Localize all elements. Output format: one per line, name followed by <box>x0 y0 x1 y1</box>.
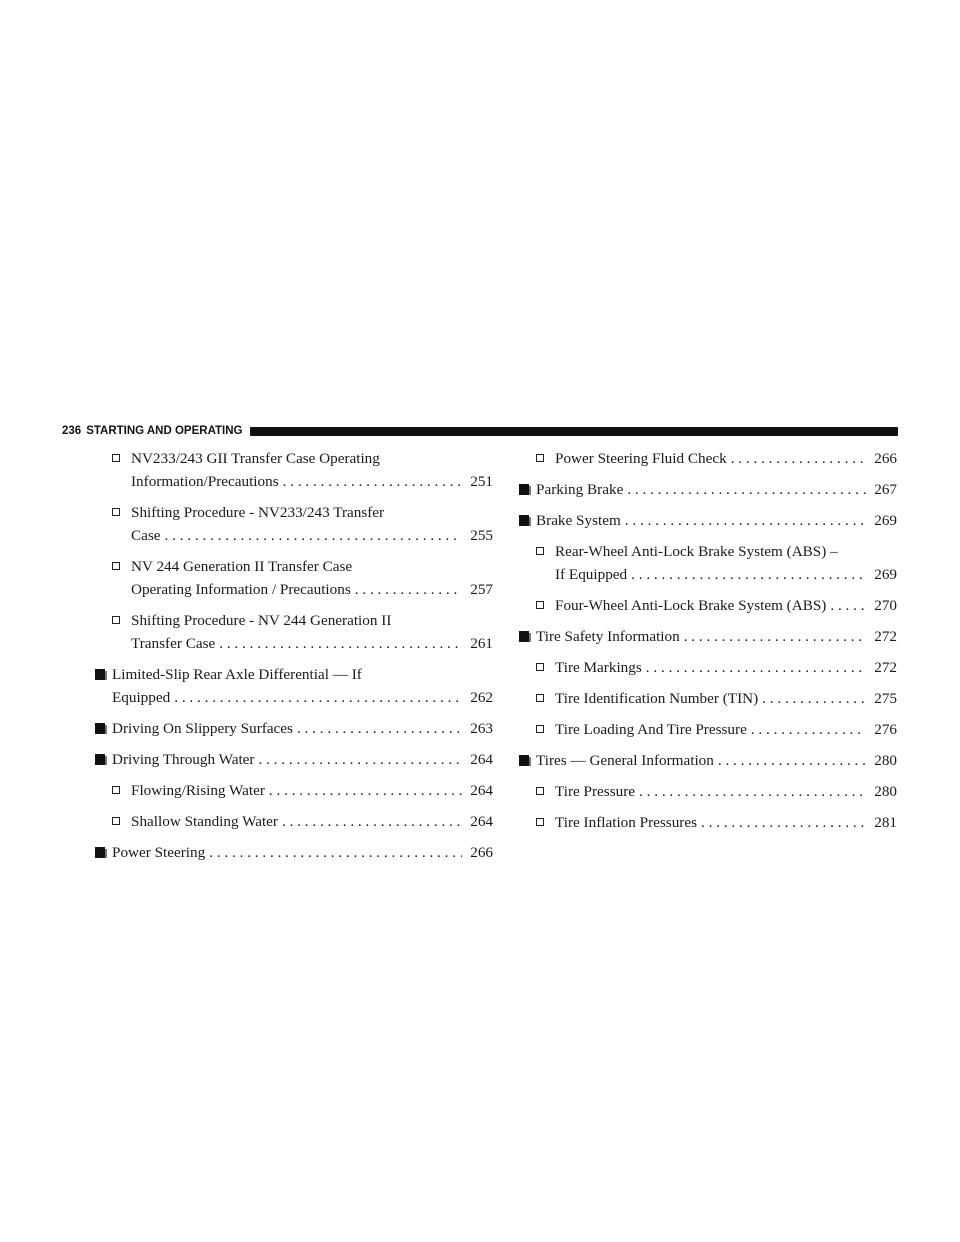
toc-entry-title: Power Steering Fluid Check <box>555 450 727 467</box>
toc-entry-line <box>555 540 897 563</box>
toc-page-number: 281 <box>874 814 897 831</box>
toc-page-number: 257 <box>470 581 493 598</box>
toc-entry-line <box>112 841 493 864</box>
toc-entry-line <box>131 779 493 802</box>
hollow-square-bullet-icon <box>112 786 120 794</box>
page-header <box>62 423 898 439</box>
toc-entry-line <box>555 687 897 710</box>
toc-entry-line <box>131 524 493 547</box>
toc-entry-line <box>555 780 897 803</box>
hollow-square-bullet-icon <box>536 547 544 555</box>
toc-entry[interactable] <box>519 625 897 648</box>
toc-page-number: 264 <box>470 813 493 830</box>
toc-entry-title: Rear-Wheel Anti-Lock Brake System (ABS) – <box>555 543 838 560</box>
toc-entry[interactable] <box>519 509 897 532</box>
toc-entry-title: Driving On Slippery Surfaces <box>112 720 293 737</box>
toc-entry-line <box>131 447 493 470</box>
toc-entry-title: Information/Precautions <box>131 473 279 490</box>
toc-entry-title: Tire Safety Information <box>536 628 680 645</box>
toc-entry-line <box>555 718 897 741</box>
toc-entry[interactable] <box>95 779 493 802</box>
dot-leader <box>714 749 866 772</box>
toc-page-number: 275 <box>874 690 897 707</box>
toc-entry-line <box>536 509 897 532</box>
toc-entry[interactable] <box>519 811 897 834</box>
toc-entry[interactable] <box>95 501 493 547</box>
dot-leader <box>254 748 462 771</box>
hollow-square-bullet-icon <box>536 454 544 462</box>
dot-leader <box>680 625 867 648</box>
dot-leader <box>215 632 462 655</box>
toc-page-number: 251 <box>470 473 493 490</box>
toc-entry[interactable] <box>95 717 493 740</box>
dot-leader <box>621 509 866 532</box>
hollow-square-bullet-icon <box>112 454 120 462</box>
dot-leader <box>642 656 866 679</box>
toc-entry-title: Tire Inflation Pressures <box>555 814 698 831</box>
dot-leader <box>747 718 866 741</box>
toc-entry-title: Tire Loading And Tire Pressure <box>555 721 747 738</box>
toc-entry-line <box>112 717 493 740</box>
toc-entry-title: Power Steering <box>112 844 206 861</box>
toc-page-number: 267 <box>874 481 897 498</box>
toc-entry-line <box>131 470 493 493</box>
hollow-square-bullet-icon <box>112 817 120 825</box>
toc-page-number: 261 <box>470 635 493 652</box>
toc-entry-title: Limited-Slip Rear Axle Differential — If <box>112 666 362 683</box>
toc-page-number: 255 <box>470 527 493 544</box>
toc-entry-title: Shifting Procedure - NV 244 Generation II <box>131 612 392 629</box>
toc-entry-line <box>131 609 493 632</box>
toc-entry-title: Transfer Case <box>131 635 216 652</box>
toc-entry-line <box>112 748 493 771</box>
hollow-square-bullet-icon <box>536 787 544 795</box>
toc-page-number: 280 <box>874 752 897 769</box>
hollow-square-bullet-icon <box>536 694 544 702</box>
toc-entry-line <box>555 594 897 617</box>
header-rule <box>250 427 899 436</box>
dot-leader <box>627 563 866 586</box>
toc-entry[interactable] <box>95 555 493 601</box>
toc-entry-title: Case <box>131 527 161 544</box>
dot-leader <box>161 524 463 547</box>
toc-entry-title: Tires — General Information <box>536 752 714 769</box>
toc-page-number: 270 <box>874 597 897 614</box>
toc-entry-line <box>131 501 493 524</box>
dot-leader <box>278 810 462 833</box>
toc-page-number: 272 <box>874 628 897 645</box>
dot-leader <box>697 811 866 834</box>
square-bullet-icon <box>95 847 105 858</box>
toc-entry-line <box>112 686 493 709</box>
toc-entry[interactable] <box>519 447 897 470</box>
square-bullet-icon <box>95 723 105 734</box>
dot-leader <box>826 594 866 617</box>
toc-entry-title: NV233/243 GII Transfer Case Operating <box>131 450 380 467</box>
dot-leader <box>205 841 462 864</box>
hollow-square-bullet-icon <box>536 663 544 671</box>
square-bullet-icon <box>95 754 105 765</box>
dot-leader <box>170 686 462 709</box>
toc-entry-line <box>131 578 493 601</box>
toc-page-number: 269 <box>874 566 897 583</box>
toc-entry[interactable] <box>95 810 493 833</box>
toc-entry[interactable] <box>519 540 897 586</box>
dot-leader <box>279 470 463 493</box>
square-bullet-icon <box>519 515 529 526</box>
toc-left-column <box>95 447 493 864</box>
toc-entry-title: Parking Brake <box>536 481 624 498</box>
toc-entry-title: Flowing/Rising Water <box>131 782 265 799</box>
toc-page-number: 276 <box>874 721 897 738</box>
toc-page-number: 262 <box>470 689 493 706</box>
toc-page-number: 264 <box>470 782 493 799</box>
toc-entry[interactable] <box>95 447 493 493</box>
toc-entry-title: Brake System <box>536 512 621 529</box>
toc-page-number: 272 <box>874 659 897 676</box>
toc-entry[interactable] <box>519 594 897 617</box>
toc-page-number: 266 <box>470 844 493 861</box>
section-title: STARTING AND OPERATING <box>86 425 243 437</box>
toc-entry-title: Shifting Procedure - NV233/243 Transfer <box>131 504 385 521</box>
toc-entry-title: Tire Identification Number (TIN) <box>555 690 759 707</box>
hollow-square-bullet-icon <box>536 725 544 733</box>
toc-entry[interactable] <box>95 663 493 709</box>
dot-leader <box>727 447 867 470</box>
toc-entry-title: Tire Pressure <box>555 783 636 800</box>
toc-entry-title: Driving Through Water <box>112 751 255 768</box>
toc-entry-title: NV 244 Generation II Transfer Case <box>131 558 353 575</box>
toc-entry[interactable] <box>95 609 493 655</box>
toc-entry[interactable] <box>95 841 493 864</box>
dot-leader <box>635 780 866 803</box>
page-number: 236 <box>62 425 82 437</box>
toc-entry-line <box>131 555 493 578</box>
hollow-square-bullet-icon <box>112 508 120 516</box>
toc-page-number: 269 <box>874 512 897 529</box>
square-bullet-icon <box>95 669 105 680</box>
hollow-square-bullet-icon <box>112 562 120 570</box>
dot-leader <box>265 779 462 802</box>
toc-entry-title: Tire Markings <box>555 659 642 676</box>
toc-entry-title: Equipped <box>112 689 171 706</box>
dot-leader <box>351 578 462 601</box>
toc-page-number: 280 <box>874 783 897 800</box>
square-bullet-icon <box>519 484 529 495</box>
toc-page-number: 266 <box>874 450 897 467</box>
toc-entry[interactable] <box>519 656 897 679</box>
hollow-square-bullet-icon <box>112 616 120 624</box>
dot-leader <box>623 478 866 501</box>
square-bullet-icon <box>519 631 529 642</box>
toc-page-number: 264 <box>470 751 493 768</box>
toc-page-number: 263 <box>470 720 493 737</box>
toc-right-column <box>519 447 897 834</box>
toc-entry-line <box>555 563 897 586</box>
toc-entry-line <box>131 632 493 655</box>
dot-leader <box>758 687 866 710</box>
hollow-square-bullet-icon <box>536 601 544 609</box>
toc-entry-line <box>112 663 493 686</box>
hollow-square-bullet-icon <box>536 818 544 826</box>
toc-entry-line <box>536 749 897 772</box>
toc-entry[interactable] <box>95 748 493 771</box>
toc-entry-line <box>536 478 897 501</box>
toc-entry-title: If Equipped <box>555 566 628 583</box>
toc-entry-title: Operating Information / Precautions <box>131 581 351 598</box>
dot-leader <box>293 717 462 740</box>
toc-entry[interactable] <box>519 718 897 741</box>
toc-entry[interactable] <box>519 687 897 710</box>
square-bullet-icon <box>519 755 529 766</box>
toc-entry-line <box>555 811 897 834</box>
toc-entry-line <box>555 447 897 470</box>
toc-entry-title: Four-Wheel Anti-Lock Brake System (ABS) <box>555 597 827 614</box>
toc-entry[interactable] <box>519 478 897 501</box>
toc-entry[interactable] <box>519 780 897 803</box>
toc-entry-title: Shallow Standing Water <box>131 813 278 830</box>
toc-entry-line <box>131 810 493 833</box>
toc-entry-line <box>555 656 897 679</box>
toc-entry[interactable] <box>519 749 897 772</box>
toc-entry-line <box>536 625 897 648</box>
